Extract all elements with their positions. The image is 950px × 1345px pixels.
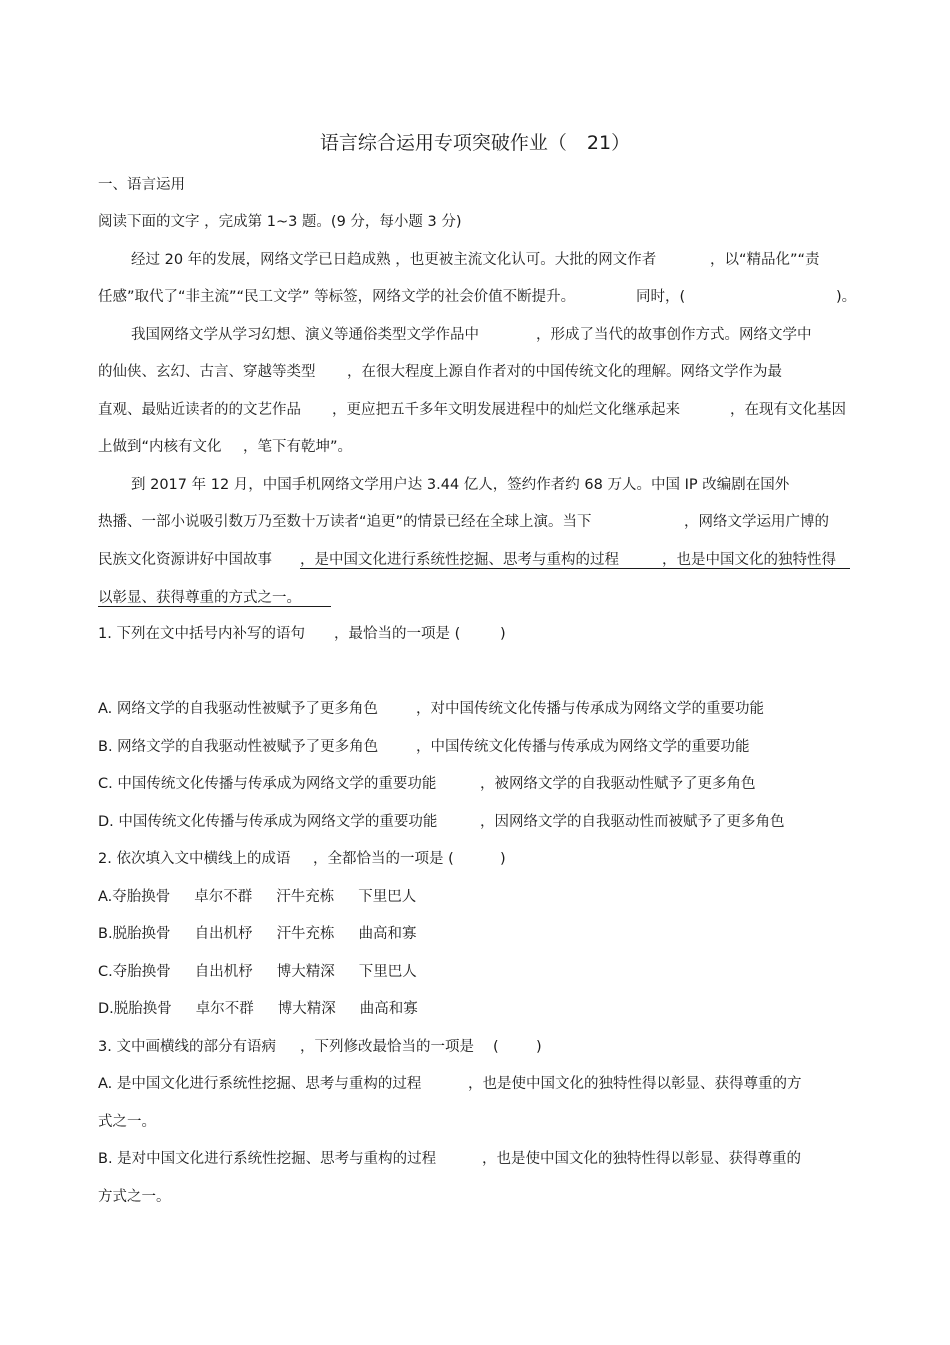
idiom: 卓尔不群 (194, 889, 253, 905)
passage-p3-line1: 到 2017 年 12 月，中国手机网络文学用户达 3.44 亿人，签约作者约 68 万人。中国 IP 改编剧在国外 (131, 477, 790, 493)
passage-p2-line3b: ，更应把五千多年文明发展进程中的灿烂文化继承起来 (332, 402, 680, 418)
q1-option-d-rest: ，因网络文学的自我驱动性而被赋予了更多角色 (480, 814, 785, 830)
page-title (0, 130, 950, 156)
idiom: 下里巴人 (358, 889, 417, 905)
passage-p2-line2b: ，在很大程度上源自作者对的中国传统文化的理解。网络文学作为最 (347, 364, 782, 380)
q3-stem-c: ( (493, 1039, 499, 1055)
underline-bar (98, 606, 331, 607)
option-letter: B. (98, 926, 113, 942)
passage-p3-line2a: 热播、一部小说吸引数万乃至数十万读者“追更”的情景已经在全球上演。当下 (98, 514, 592, 530)
q1-stem: 1. 下列在文中括号内补写的语句 (98, 626, 305, 642)
passage-p1-line1a: 经过 20 年的发展，网络文学已日趋成熟 ，也更被主流文化认可。大批的网文作者 (131, 252, 657, 268)
passage-p2-line1a: 我国网络文学从学习幻想、演义等通俗类型文学作品中 (131, 327, 479, 343)
passage-p1-line2a: 任感”取代了“非主流”“民工文学” 等标签，网络文学的社会价值不断提升。 (98, 289, 576, 305)
q2-stem-c: ) (500, 851, 506, 867)
q3-option-b-rest: ，也是使中国文化的独特性得以彰显、获得尊重的 (482, 1151, 801, 1167)
idiom: 自出机杼 (194, 926, 253, 942)
option-letter: C. (98, 964, 113, 980)
idiom: 下里巴人 (358, 964, 417, 980)
q3-option-a-line2: 式之一。 (98, 1114, 156, 1130)
passage-p3-line4: 以彰显、获得尊重的方式之一。 (98, 590, 301, 606)
passage-p3-line3c: ，也是中国文化的独特性得 (662, 552, 836, 568)
idiom: 夺胎换骨 (112, 964, 171, 980)
q1-option-a: A. 网络文学的自我驱动性被赋予了更多角色 (98, 701, 378, 717)
q3-option-b: B. 是对中国文化进行系统性挖掘、思考与重构的过程 (98, 1151, 437, 1167)
passage-p1-line2b: 同时，( (636, 289, 686, 305)
idiom: 汗牛充栋 (276, 926, 335, 942)
idiom: 博大精深 (276, 964, 335, 980)
idiom: 脱胎换骨 (112, 926, 171, 942)
q3-option-b-line2: 方式之一。 (98, 1189, 171, 1205)
passage-p2-line1b: ，形成了当代的故事创作方式。网络文学中 (536, 327, 812, 343)
q2-option-a (98, 887, 416, 907)
q2-option-d (98, 999, 418, 1019)
idiom: 卓尔不群 (195, 1001, 254, 1017)
q1-stem-c: ) (500, 626, 506, 642)
q3-option-a-rest: ，也是使中国文化的独特性得以彰显、获得尊重的方 (468, 1076, 802, 1092)
q3-stem-b: ，下列修改最恰当的一项是 (300, 1039, 474, 1055)
passage-p2-line2a: 的仙侠、玄幻、古言、穿越等类型 (98, 364, 316, 380)
passage-p1-line2c: )。 (836, 289, 857, 305)
q3-stem-d: ) (536, 1039, 542, 1055)
option-letter: A. (98, 889, 113, 905)
passage-p3-line3a: 民族文化资源讲好中国故事 (98, 552, 272, 568)
title-number: 21） (586, 132, 631, 154)
passage-p2-line3c: ，在现有文化基因 (730, 402, 846, 418)
q2-stem-b: ，全都恰当的一项是 ( (313, 851, 454, 867)
q2-option-b (98, 924, 417, 944)
passage-p1-line1b: ，以“精品化”“责 (710, 252, 820, 268)
title-text: 语言综合运用专项突破作业（ (319, 132, 567, 154)
q1-stem-b: ，最恰当的一项是 ( (334, 626, 461, 642)
idiom: 博大精深 (277, 1001, 336, 1017)
q1-option-d: D. 中国传统文化传播与传承成为网络文学的重要功能 (98, 814, 438, 830)
q1-option-c: C. 中国传统文化传播与传承成为网络文学的重要功能 (98, 776, 437, 792)
passage-p3-line3b: ，是中国文化进行系统性挖掘、思考与重构的过程 (300, 552, 619, 568)
passage-p2-line4b: ，笔下有乾坤”。 (243, 439, 353, 455)
q1-option-a-rest: ，对中国传统文化传播与传承成为网络文学的重要功能 (416, 701, 764, 717)
section-heading: 一、语言运用 (98, 177, 185, 193)
passage-p2-line4a: 上做到“内核有文化 (98, 439, 222, 455)
idiom: 自出机杼 (194, 964, 253, 980)
q3-option-a: A. 是中国文化进行系统性挖掘、思考与重构的过程 (98, 1076, 422, 1092)
underline-bar (300, 568, 850, 569)
passage-p3-line2b: ，网络文学运用广博的 (684, 514, 829, 530)
q3-stem: 3. 文中画横线的部分有语病 (98, 1039, 276, 1055)
q1-option-b-rest: ，中国传统文化传播与传承成为网络文学的重要功能 (416, 739, 750, 755)
idiom: 夺胎换骨 (112, 889, 171, 905)
idiom: 汗牛充栋 (276, 889, 335, 905)
idiom: 曲高和寡 (358, 926, 417, 942)
q1-option-c-rest: ，被网络文学的自我驱动性赋予了更多角色 (480, 776, 756, 792)
q2-stem: 2. 依次填入文中横线上的成语 (98, 851, 291, 867)
idiom: 曲高和寡 (359, 1001, 418, 1017)
option-letter: D. (98, 1001, 114, 1017)
passage-p2-line3a: 直观、最贴近读者的的文艺作品 (98, 402, 301, 418)
instructions: 阅读下面的文字 ，完成第 1~3 题。(9 分，每小题 3 分) (98, 214, 462, 230)
idiom: 脱胎换骨 (113, 1001, 172, 1017)
q2-option-c (98, 962, 417, 982)
q1-option-b: B. 网络文学的自我驱动性被赋予了更多角色 (98, 739, 379, 755)
